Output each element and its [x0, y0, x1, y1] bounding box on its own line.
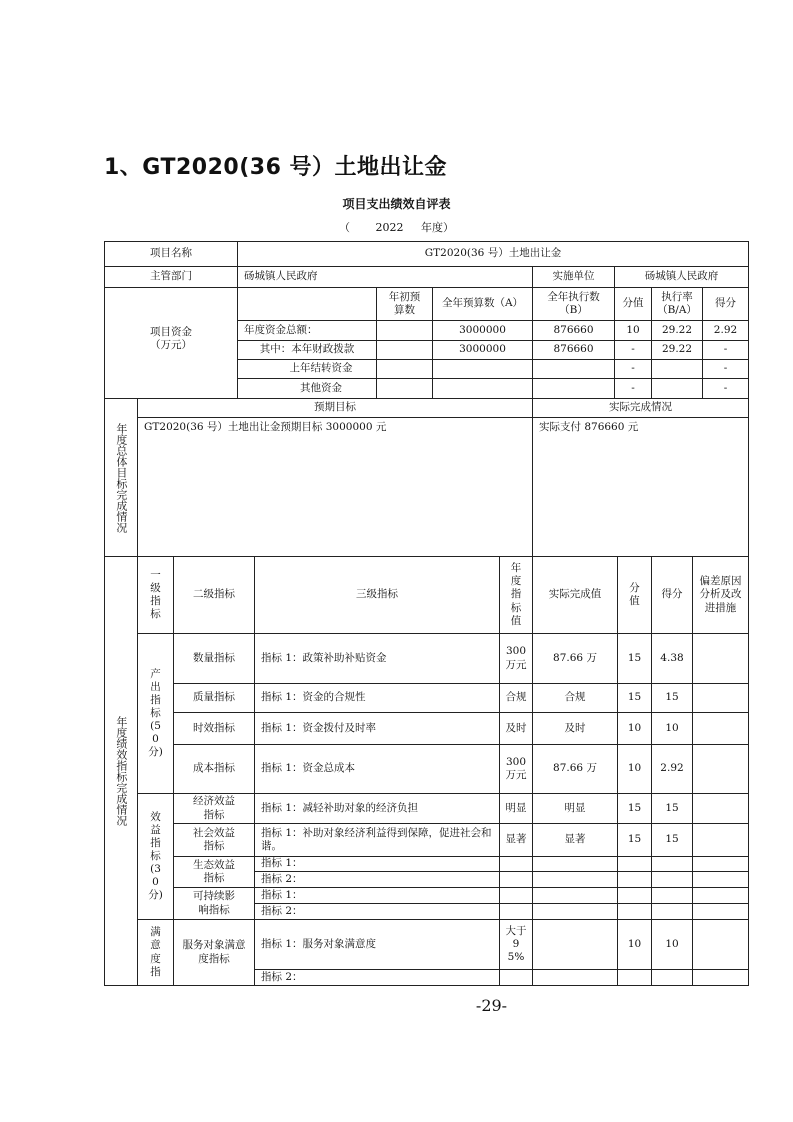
- funds-row-other-label: 其他资金: [300, 381, 342, 394]
- page-number: -29-: [475, 996, 508, 1015]
- indicator-row-cost-level3: 指标 1：资金总成本: [261, 762, 356, 775]
- indicator-row-cost-deviation: [693, 745, 748, 793]
- funds-row-carryover-budget: [433, 360, 532, 378]
- indicator-row-quantity-level2: 数量指标: [193, 651, 235, 664]
- funds-row-total-weight: 10: [626, 323, 640, 336]
- indicator-row-sustainable-level3b: 指标 2：: [261, 904, 303, 917]
- funds-row-carryover-score: -: [723, 362, 728, 375]
- indicator-row-cost-actual: 87.66 万: [553, 762, 597, 775]
- dept-label: 主管部门: [150, 270, 192, 283]
- project-name-value: GT2020(36 号）土地出让金: [424, 247, 562, 260]
- actual-goal-header: 实际完成情况: [609, 401, 672, 414]
- indicator-row-sustainable-level3: 指标 1：: [261, 888, 303, 901]
- funds-row-fiscal-label: 其中：本年财政拨款: [259, 343, 355, 356]
- indicator-row-social-score: 15: [665, 833, 679, 846]
- indicator-row-timeliness-actual: 及时: [564, 721, 586, 734]
- funds-row-fiscal-score: -: [723, 343, 728, 356]
- actual-goal-text: 实际支付 876660 元: [539, 421, 639, 433]
- funds-row-total-score: 2.92: [713, 323, 738, 336]
- indicator-row-social-target: 显著: [505, 833, 527, 846]
- funds-label: 项目资金（万元）: [150, 325, 192, 351]
- header-weight: 分值: [629, 581, 640, 607]
- funds-row-other-weight: -: [631, 381, 635, 394]
- indicator-row-quantity-target: 300万元: [505, 645, 527, 671]
- project-name-label: 项目名称: [150, 247, 192, 260]
- funds-header-weight: 分值: [622, 297, 644, 310]
- funds-row-total-rate: 29.22: [661, 323, 693, 336]
- indicator-row-social-level3: 指标 1：补助对象经济利益得到保障，促进社会和谐。: [261, 826, 492, 852]
- table-title: 项目支出绩效自评表: [342, 197, 451, 211]
- funds-header-initial: 年初预算数: [388, 290, 421, 316]
- indicator-row-quantity-deviation: [693, 634, 748, 683]
- funds-row-other-executed: [533, 379, 614, 398]
- funds-header-rate: 执行率（B/A）: [657, 290, 697, 316]
- indicator-row-social-actual: 显著: [564, 833, 586, 846]
- header-level2: 二级指标: [193, 588, 235, 601]
- funds-header-executed: 全年执行数（B）: [547, 290, 600, 316]
- indicator-row-timeliness-level2: 时效指标: [193, 721, 235, 734]
- indicator-row-satisfaction-level2: 服务对象满意度指标: [182, 939, 246, 965]
- funds-row-other-budget: [433, 379, 532, 398]
- funds-row-carryover-weight: -: [631, 362, 635, 375]
- indicator-row-economic-level3: 指标 1：减轻补助对象的经济负担: [261, 801, 419, 814]
- satisfaction-indicators-label: 满意度指: [150, 926, 161, 978]
- indicator-row-quantity-score: 4.38: [660, 651, 684, 664]
- funds-row-total-initial: [377, 321, 432, 340]
- indicator-row-ecological-level3: 指标 1：: [261, 857, 303, 870]
- funds-row-other-score: -: [723, 381, 728, 394]
- indicator-row-timeliness-deviation: [693, 713, 748, 744]
- indicator-row-timeliness-target: 及时: [505, 721, 527, 734]
- year-close: 年度）: [421, 221, 454, 234]
- header-level1: 一级指标: [150, 568, 161, 621]
- year-open: （: [339, 221, 350, 234]
- indicator-row-economic-target: 明显: [505, 801, 527, 814]
- funds-row-total-label: 年度资金总额：: [244, 323, 318, 336]
- header-deviation: 偏差原因分析及改进措施: [699, 575, 742, 614]
- funds-row-fiscal-executed: 876660: [553, 343, 594, 356]
- indicator-row-satisfaction-weight: 10: [627, 937, 642, 950]
- expected-goal-header: 预期目标: [314, 401, 356, 414]
- indicator-row-economic-actual: 明显: [564, 801, 586, 814]
- funds-row-total-executed: 876660: [553, 323, 594, 336]
- funds-row-carryover-rate: [652, 360, 702, 378]
- indicator-row-cost-score: 2.92: [660, 762, 684, 775]
- indicator-row-quality-actual: 合规: [564, 691, 586, 704]
- indicator-row-cost-weight: 10: [627, 762, 642, 775]
- indicators-label: 年度绩效指标完成情况: [114, 716, 128, 826]
- indicator-row-timeliness-level3: 指标 1：资金拨付及时率: [261, 721, 377, 734]
- indicator-row-economic-deviation: [693, 794, 748, 823]
- indicator-row-social-deviation: [693, 824, 748, 856]
- indicator-row-cost-target: 300万元: [505, 755, 527, 781]
- header-level3: 三级指标: [356, 588, 398, 601]
- indicator-row-ecological-level2: 生态效益指标: [193, 858, 235, 884]
- indicator-row-satisfaction-target: 大于95%: [505, 924, 527, 964]
- funds-row-fiscal-rate: 29.22: [661, 343, 693, 356]
- indicator-row-satisfaction-score: 10: [665, 937, 679, 950]
- funds-row-fiscal-initial: [377, 341, 432, 359]
- effect-indicators-label: 效益指标(30分): [148, 810, 163, 902]
- indicator-row-economic-score: 15: [665, 801, 679, 814]
- impl-value: 砀城镇人民政府: [644, 270, 719, 283]
- output-indicators-label: 产出指标(50分): [148, 667, 163, 759]
- funds-row-carryover-initial: [377, 360, 432, 378]
- funds-header-score: 得分: [715, 297, 736, 310]
- indicator-row-satisfaction-level3: 指标 1：服务对象满意度: [261, 937, 377, 950]
- indicator-row-quality-score: 15: [665, 691, 679, 704]
- indicator-row-satisfaction-actual: [533, 920, 617, 969]
- header-actual: 实际完成值: [548, 588, 602, 601]
- indicator-row-quantity-weight: 15: [627, 651, 642, 664]
- indicator-row-social-weight: 15: [627, 833, 642, 846]
- indicator-row-economic-weight: 15: [627, 801, 642, 814]
- funds-row-fiscal-weight: -: [631, 343, 635, 356]
- page-heading: 1、GT2020(36 号）土地出让金: [104, 155, 448, 180]
- funds-row-total-budget: 3000000: [459, 323, 506, 336]
- indicator-row-timeliness-weight: 10: [627, 721, 642, 734]
- expected-goal-text: GT2020(36 号）土地出让金预期目标 3000000 元: [144, 421, 387, 433]
- indicator-row-quantity-level3: 指标 1：政策补助补贴资金: [261, 651, 387, 664]
- indicator-row-quantity-actual: 87.66 万: [553, 651, 597, 664]
- funds-row-other-rate: [652, 379, 702, 398]
- funds-row-fiscal-budget: 3000000: [459, 343, 506, 356]
- indicator-row-economic-level2: 经济效益指标: [193, 795, 235, 821]
- indicator-row-ecological-level3b: 指标 2：: [261, 872, 303, 885]
- header-score: 得分: [661, 588, 683, 601]
- indicator-row-sustainable-level2: 可持续影响指标: [193, 890, 235, 916]
- page-number-line: [0, 996, 793, 1015]
- indicator-row-quality-target: 合规: [505, 691, 527, 704]
- indicator-row-satisfaction-deviation: [693, 920, 748, 969]
- overall-goal-label: 年度总体目标完成情况: [114, 422, 128, 533]
- funds-row-other-initial: [377, 379, 432, 398]
- impl-label: 实施单位: [552, 270, 595, 283]
- indicator-row-timeliness-score: 10: [665, 721, 679, 734]
- indicator-row-satisfaction-level3b: 指标 2：: [261, 970, 303, 983]
- funds-row-carryover-label: 上年结转资金: [289, 362, 353, 375]
- year-value: 2022: [375, 221, 404, 234]
- indicator-row-quality-level2: 质量指标: [193, 691, 235, 704]
- dept-value: 砀城镇人民政府: [244, 270, 318, 283]
- funds-header-budget: 全年预算数（A）: [441, 297, 524, 310]
- indicator-row-social-level2: 社会效益指标: [193, 826, 235, 852]
- indicator-row-quality-level3: 指标 1：资金的合规性: [261, 691, 366, 704]
- indicator-row-quality-deviation: [693, 684, 748, 712]
- funds-row-carryover-executed: [533, 360, 614, 378]
- header-target: 年度指标值: [510, 562, 522, 627]
- indicator-row-cost-level2: 成本指标: [193, 762, 235, 775]
- indicator-row-quality-weight: 15: [627, 691, 642, 704]
